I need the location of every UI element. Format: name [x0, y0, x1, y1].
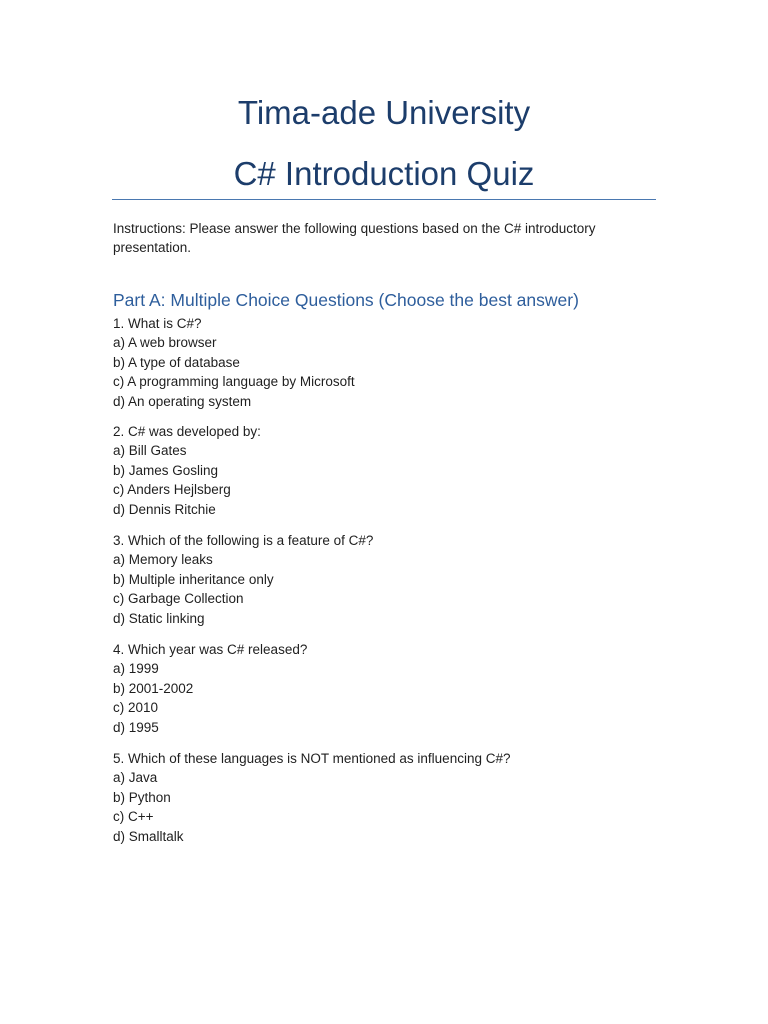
- answer-option: a) Java: [113, 770, 158, 786]
- question-block: [113, 531, 658, 628]
- answer-option: c) Anders Hejlsberg: [113, 482, 231, 498]
- question-block: [113, 314, 658, 411]
- question-text: 4. Which year was C# released?: [113, 642, 308, 657]
- answer-option: a) Memory leaks: [113, 552, 213, 568]
- quiz-title: C# Introduction Quiz: [233, 155, 535, 192]
- answer-option: d) Dennis Ritchie: [113, 501, 216, 517]
- answer-option: b) Python: [113, 789, 171, 805]
- answer-option: a) Bill Gates: [113, 443, 187, 459]
- answer-option: a) 1999: [113, 661, 159, 677]
- answer-option: d) Smalltalk: [113, 828, 184, 844]
- answer-option: b) A type of database: [113, 354, 240, 370]
- part-a-heading: Part A: Multiple Choice Questions (Choose the best answer): [113, 290, 579, 310]
- answer-option: d) An operating system: [113, 393, 252, 409]
- answer-option: b) Multiple inheritance only: [113, 571, 274, 587]
- answer-option: c) Garbage Collection: [113, 591, 244, 607]
- answer-option: b) 2001-2002: [113, 680, 194, 696]
- answer-option: b) James Gosling: [113, 462, 219, 478]
- university-title: Tima-ade University: [237, 94, 531, 131]
- question-block: [113, 422, 658, 519]
- question-text: 3. Which of the following is a feature of C#?: [113, 533, 374, 548]
- question-block: [113, 640, 658, 737]
- question-text: 1. What is C#?: [113, 316, 202, 331]
- title-divider: [112, 199, 656, 200]
- answer-option: c) 2010: [113, 700, 159, 716]
- answer-option: a) A web browser: [113, 335, 217, 351]
- question-text: 2. C# was developed by:: [113, 424, 261, 439]
- answer-option: d) 1995: [113, 719, 159, 735]
- answer-option: c) C++: [113, 809, 154, 825]
- answer-option: c) A programming language by Microsoft: [113, 374, 355, 390]
- question-block: [113, 749, 658, 846]
- answer-option: d) Static linking: [113, 610, 205, 626]
- instructions-text: Instructions: Please answer the following questions based on the C# introductory presentation.: [113, 221, 596, 256]
- question-text: 5. Which of these languages is NOT mentioned as influencing C#?: [113, 751, 511, 766]
